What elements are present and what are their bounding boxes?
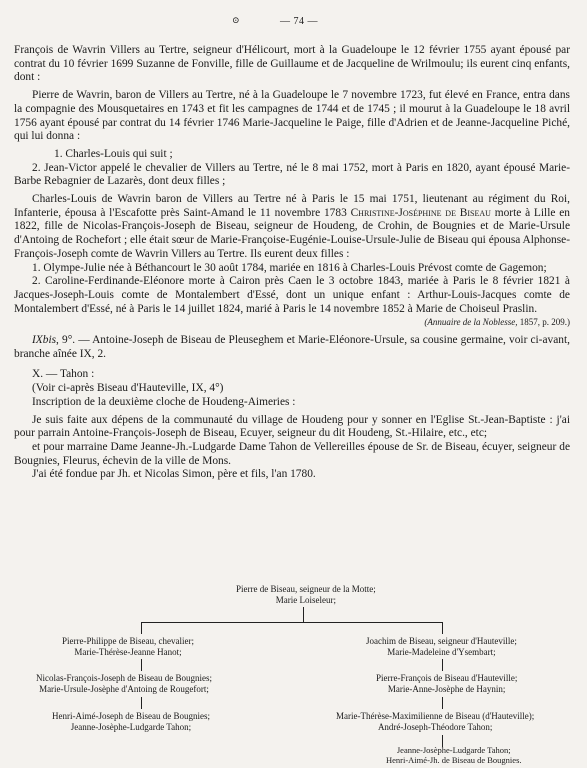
tree-node-left-1-line2: Marie-Thérèse-Jeanne Hanot; <box>74 647 182 658</box>
tree-node-root-line2: Marie Loiseleur; <box>275 595 336 606</box>
tree-connector <box>303 607 304 622</box>
list-item-olympe-julie: 1. Olympe-Julie née à Béthancourt le 30 août 1784, mariée en 1816 à Charles-Louis Prévost comte de Gagemon; <box>32 261 547 274</box>
tree-node-right-4-line1: Jeanne-Josèphe-Ludgarde Tahon; <box>396 745 511 755</box>
list-item-jean-victor: 2. Jean-Victor appelé le chevalier de Villers au Tertre, né le 8 mai 1752, mort à Paris en 1820, ayant épousé Marie-Barbe Rebagnier de Lazarès, dont deux filles ; <box>14 161 570 188</box>
ixbis-text: , 9°. — Antoine-Joseph de Biseau de Pleuseghem et Marie-Eléonore-Ursule, sa cousine germaine, voir ci-avant, branche aînée IX, 2. <box>14 334 570 360</box>
tree-node-left-3-line2: Jeanne-Josèphe-Ludgarde Tahon; <box>70 722 192 733</box>
ornament-icon: ⊙ <box>232 15 240 25</box>
tree-node-root <box>236 584 376 606</box>
genealogy-tree <box>0 584 587 764</box>
paragraph-charles-louis-cont: morte à Lille en 1822, fille de Nicolas-François-Joseph de Biseau, seigneur de Houdeng, de Crohin, de Bougnies et de Marie-Ursule d'Antoing de Rochefort ; elle était sœur de Marie-Françoise-Eugénie-Louise-Ursule-Julie de Biseau qui épousa Alphonse-François-Joseph comte de Wavrin Villers au Tertre. Ils eurent deux filles : <box>14 206 570 260</box>
tree-connector <box>442 697 443 709</box>
ixbis-label: IXbis <box>32 334 57 347</box>
source-ref: 1857, p. 209.) <box>517 317 570 328</box>
paragraph-inscription-2: et pour marraine Dame Jeanne-Jh.-Ludgarde Dame Tahon de Vellereilles épouse de Sr. de Biseau, écuyer, seigneur de Bougnies, Fleurus, échevin de la ville de Mons. <box>14 440 570 467</box>
tree-node-right-2 <box>376 673 517 695</box>
source-title: (Annuaire de la Noblesse, <box>424 317 518 328</box>
tree-node-left-2-line1: Nicolas-François-Joseph de Biseau de Bougnies; <box>36 673 212 683</box>
paragraph-charles-louis-text: Charles-Louis de Wavrin baron de Villers au Tertre né à Paris le 15 mai 1751, lieutenant au régiment du Roi, Infanterie, épousa à l'Escafotte près Saint-Amand le 11 novembre 1783 <box>14 193 570 219</box>
tree-node-left-2 <box>36 673 212 695</box>
tree-node-left-3-line1: Henri-Aimé-Joseph de Biseau de Bougnies; <box>52 711 210 721</box>
tree-node-right-3-line1: Marie-Thérèse-Maximilienne de Biseau (d'Hauteville); <box>336 711 535 721</box>
page-number: — 74 — <box>280 16 318 27</box>
tree-node-right-1-line2: Marie-Madeleine d'Ysembart; <box>387 647 496 658</box>
paragraph-see-hauteville: (Voir ci-après Biseau d'Hauteville, IX, 4°) <box>32 382 224 395</box>
section-heading-tahon: X. — Tahon : <box>32 368 95 381</box>
tree-node-right-3-line2: André-Joseph-Théodore Tahon; <box>377 722 493 733</box>
paragraph-charles-louis <box>14 193 570 262</box>
christine-josephine-name: Christine-Joséphine de Biseau <box>350 206 491 219</box>
list-item-charles-louis: 1. Charles-Louis qui suit ; <box>54 147 173 160</box>
tree-node-left-3 <box>52 711 210 733</box>
tree-node-right-4 <box>386 745 522 765</box>
paragraph-inscription-1: Je suis faite aux dépens de la communauté du village de Houdeng pour y sonner en l'Eglise St.-Jean-Baptiste : j'ai pour parrain Antoine-François-Joseph de Biseau, Ecuyer, seigneur du dit Houdeng, St.-Hilaire, etc., etc; <box>14 413 570 440</box>
tree-node-right-2-line2: Marie-Anne-Josèphe de Haynin; <box>387 684 506 695</box>
paragraph-inscription-title: Inscription de la deuxième cloche de Houdeng-Aimeries : <box>32 395 296 408</box>
tree-node-left-2-line2: Marie-Ursule-Josèphe d'Antoing de Rougefort; <box>39 684 209 695</box>
tree-node-left-1 <box>62 636 194 658</box>
tree-connector <box>141 697 142 709</box>
tree-connector <box>141 622 443 623</box>
tree-node-root-line1: Pierre de Biseau, seigneur de la Motte; <box>236 584 376 594</box>
tree-connector <box>141 659 142 671</box>
tree-connector <box>442 659 443 671</box>
source-citation <box>14 316 570 330</box>
tree-node-right-4-line2: Henri-Aimé-Jh. de Biseau de Bougnies. <box>386 755 522 765</box>
tree-node-right-1 <box>366 636 517 658</box>
paragraph-inscription-3: J'ai été fondue par Jh. et Nicolas Simon, père et fils, l'an 1780. <box>32 468 316 481</box>
tree-node-right-2-line1: Pierre-François de Biseau d'Hauteville; <box>376 673 518 683</box>
tree-connector <box>141 622 142 634</box>
tree-connector <box>442 622 443 634</box>
list-item-caroline: 2. Caroline-Ferdinande-Eléonore morte à Cairon près Caen le 3 octobre 1843, mariée à Paris le 8 février 1821 à Jacques-Joseph-Louis comte de Montalembert d'Essé, dont un unique enfant : Arthur-Louis-Jacques comte de Montalembert d'Essé, né à Paris le 14 juillet 1824, marié à Paris le 14 novembre 1852 à Marie de Choiseul Praslin. <box>14 275 570 315</box>
paragraph-pierre: Pierre de Wavrin, baron de Villers au Tertre, né à la Guadeloupe le 7 novembre 1723, fut élevé en France, entra dans la compagnie des Mousquetaires en 1743 et fit les campagnes de 1744 et de 1745 ; il mourut à la Guadeloupe le 18 avril 1756 ayant épousé par contrat du 14 février 1746 Marie-Jacqueline le Paige, fille d'Adrien et de Jeanne-Jacqueline Piché, qui lui donna : <box>14 89 570 143</box>
body-text <box>14 44 570 482</box>
tree-node-left-1-line1: Pierre-Philippe de Biseau, chevalier; <box>62 636 194 646</box>
tree-node-right-1-line1: Joachim de Biseau, seigneur d'Hauteville; <box>366 636 517 646</box>
paragraph-ixbis <box>14 334 570 361</box>
tree-node-right-3 <box>336 711 534 733</box>
paragraph-francois: François de Wavrin Villers au Tertre, seigneur d'Hélicourt, mort à la Guadeloupe le 12 février 1755 ayant épousé par contrat du 10 février 1699 Suzanne de Fonville, fille de Guillaume et de Jacqueline de Wrilmoulu; ils eurent cinq enfants, dont : <box>14 44 570 84</box>
